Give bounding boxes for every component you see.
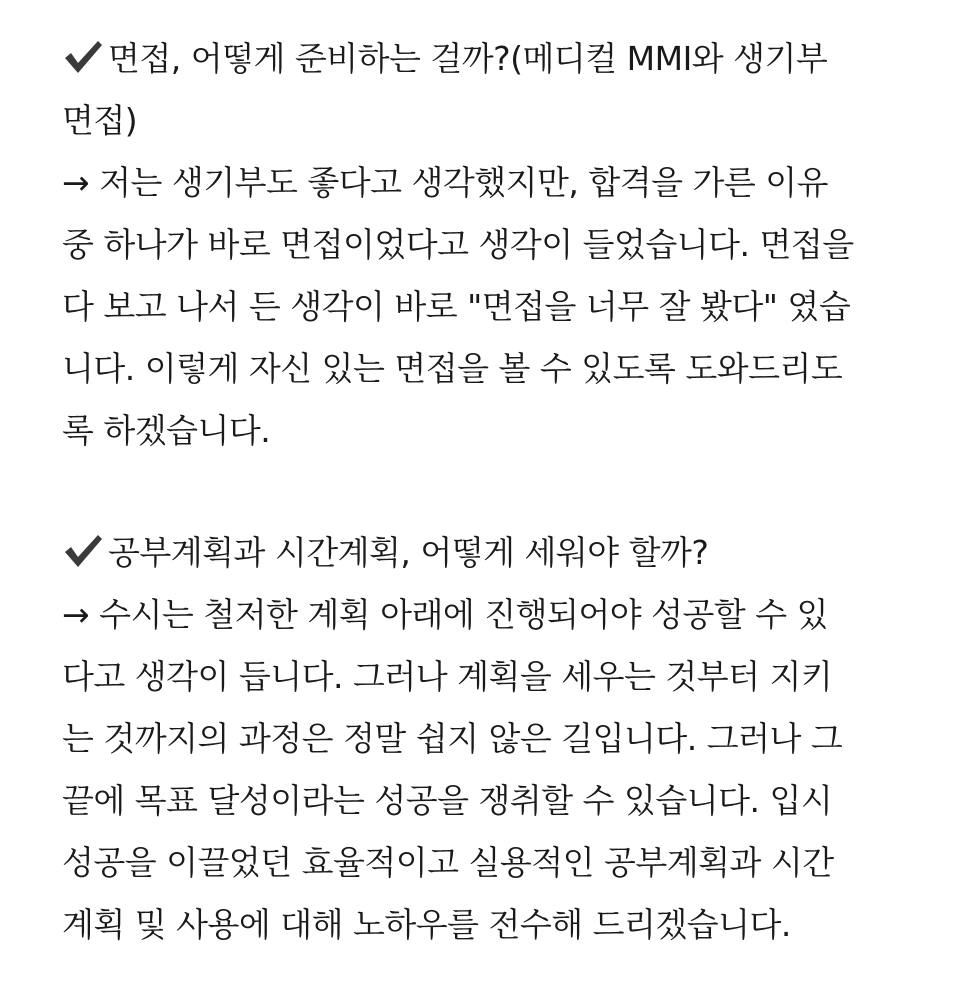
body-line: 록 하겠습니다. — [62, 411, 271, 450]
heading-line: 면접, 어떻게 준비하는 걸까?(메디컬 MMI와 생기부 — [108, 39, 828, 78]
body-line: 끝에 목표 달성이라는 성공을 쟁취할 수 있습니다. 입시 — [62, 781, 833, 820]
body-line: 니다. 이렇게 자신 있는 면접을 볼 수 있도록 도와드리도 — [62, 349, 843, 388]
section-interview — [62, 0, 952, 462]
check-mark-icon — [62, 38, 104, 76]
body-line: 는 것까지의 과정은 정말 쉽지 않은 길입니다. 그러나 그 — [62, 719, 843, 758]
body-line: 다 보고 나서 든 생각이 바로 "면접을 너무 잘 봤다" 였습 — [62, 287, 851, 326]
section-study-plan — [62, 462, 952, 956]
body-line: 성공을 이끌었던 효율적이고 실용적인 공부계획과 시간 — [62, 843, 834, 882]
body-line: 중 하나가 바로 면접이었다고 생각이 들었습니다. 면접을 — [62, 225, 854, 264]
body-line: 계획 및 사용에 대해 노하우를 전수해 드리겠습니다. — [62, 905, 791, 944]
section-heading — [62, 28, 952, 90]
document-body — [62, 0, 952, 956]
heading-line: 면접) — [62, 101, 138, 140]
section-heading — [62, 522, 952, 584]
body-line: → 저는 생기부도 좋다고 생각했지만, 합격을 가른 이유 — [62, 163, 829, 202]
check-mark-icon — [62, 532, 104, 570]
body-line: 다고 생각이 듭니다. 그러나 계획을 세우는 것부터 지키 — [62, 657, 833, 696]
body-line: → 수시는 철저한 계획 아래에 진행되어야 성공할 수 있 — [62, 595, 829, 634]
heading-line: 공부계획과 시간계획, 어떻게 세워야 할까? — [108, 533, 709, 572]
